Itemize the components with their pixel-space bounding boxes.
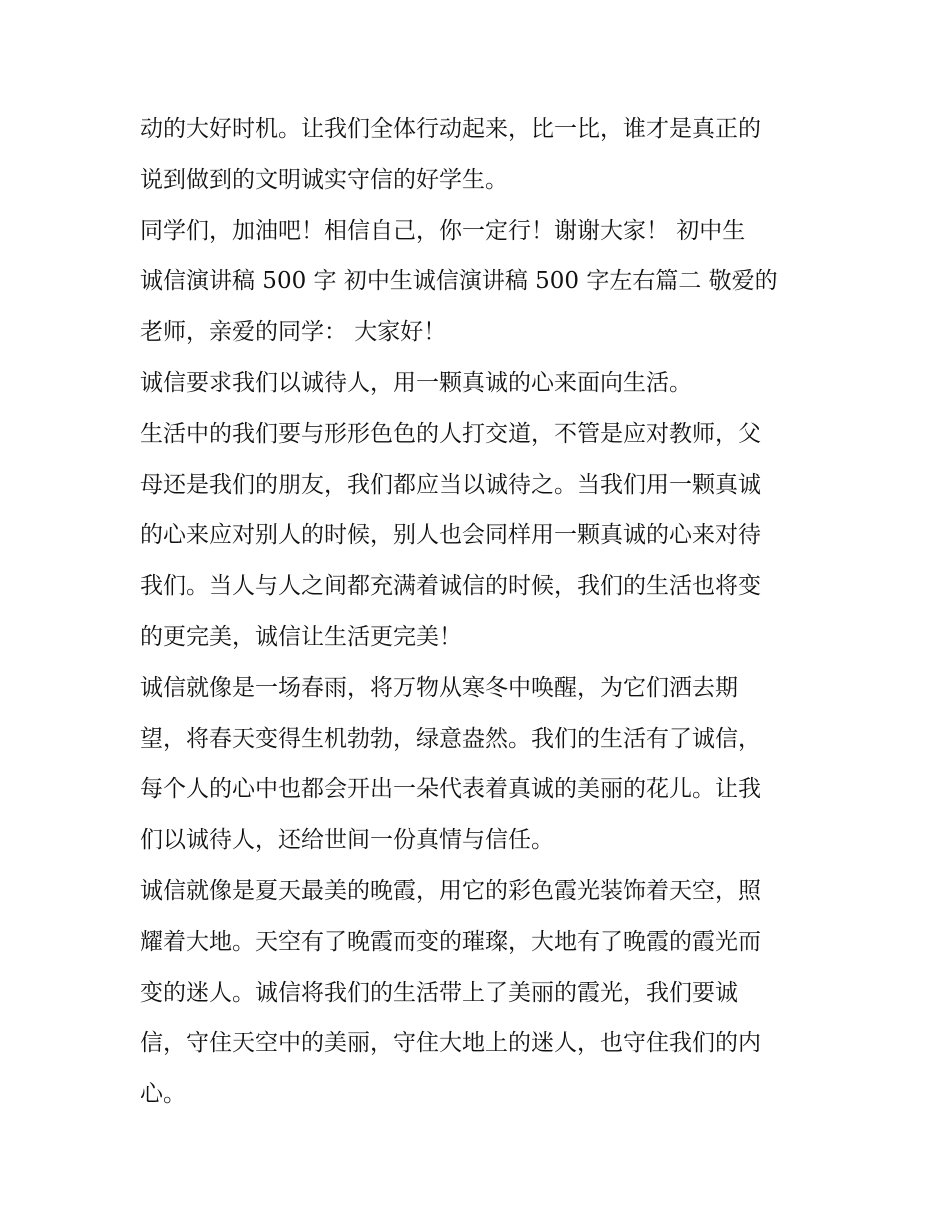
text-line: 耀着大地。天空有了晚霞而变的璀璨，大地有了晚霞的霞光而 <box>140 928 761 955</box>
text-line: 母还是我们的朋友，我们都应当以诚待之。当我们用一颗真诚 <box>140 471 761 498</box>
text-line: 的心来应对别人的时候，别人也会同样用一颗真诚的心来对待 <box>140 522 761 549</box>
text-line: 动的大好时机。让我们全体行动起来，比一比，谁才是真正的 <box>140 116 761 142</box>
text-line: 诚信就像是一场春雨，将万物从寒冬中唤醒，为它们洒去期 <box>140 674 738 701</box>
text-line: 变的迷人。诚信将我们的生活带上了美丽的霞光，我们要诚 <box>140 979 738 1006</box>
text-line: 们以诚待人，还给世间一份真情与信任。 <box>140 827 554 854</box>
text-line: 诚信就像是夏天最美的晚霞，用它的彩色霞光装饰着天空，照 <box>140 877 761 904</box>
text-line: 诚信要求我们以诚待人，用一颗真诚的心来面向生活。 <box>140 369 692 396</box>
text-line: 说到做到的文明诚实守信的好学生。 <box>140 166 508 193</box>
text-line: 同学们，加油吧！相信自己，你一定行！谢谢大家！ 初中生 <box>140 217 746 244</box>
body-text <box>140 104 820 1120</box>
text-line: 的更完美，诚信让生活更完美！ <box>140 623 462 650</box>
text-line: 老师，亲爱的同学： 大家好！ <box>140 319 447 346</box>
text-line: 诚信演讲稿 500 字 初中生诚信演讲稿 500 字左右篇二 敬爱的 <box>140 268 778 295</box>
text-line: 心。 <box>140 1081 186 1108</box>
text-line: 我们。当人与人之间都充满着诚信的时候，我们的生活也将变 <box>140 573 761 600</box>
text-line: 生活中的我们要与形形色色的人打交道，不管是应对教师，父 <box>140 420 761 447</box>
text-line: 信，守住天空中的美丽，守住大地上的迷人，也守住我们的内 <box>140 1030 761 1057</box>
text-line: 每个人的心中也都会开出一朵代表着真诚的美丽的花儿。让我 <box>140 776 761 803</box>
text-line: 望，将春天变得生机勃勃，绿意盎然。我们的生活有了诚信， <box>140 725 761 752</box>
